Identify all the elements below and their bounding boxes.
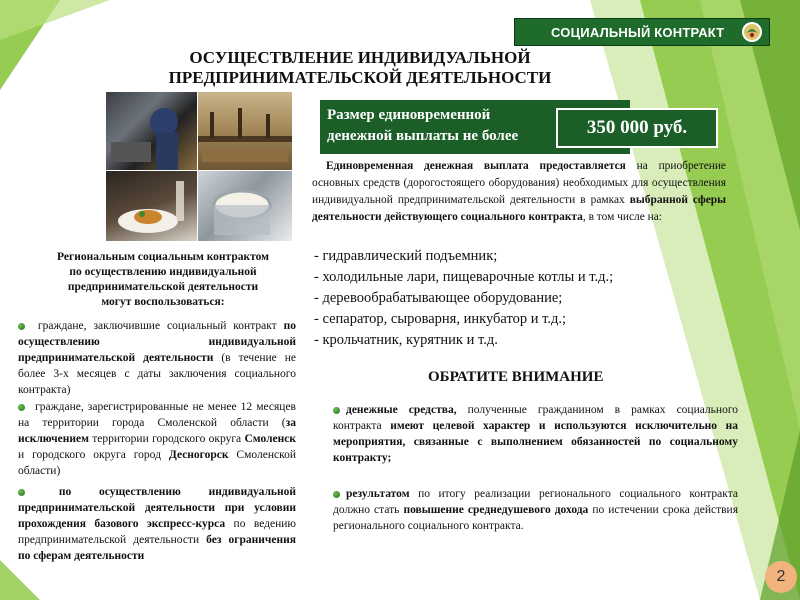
page-number-badge: 2 — [765, 561, 797, 593]
bullet-icon — [18, 323, 25, 330]
payment-size-label: Размер единовременной денежной выплаты не более — [327, 107, 519, 144]
bullet-icon — [333, 491, 340, 498]
list-item: - холодильные лари, пищеварочные котлы и т.д.; — [314, 269, 614, 285]
emblem-icon — [741, 21, 763, 43]
list-item: - деревообрабатывающее оборудование; — [314, 290, 563, 306]
photo-dairy-equipment — [198, 171, 292, 241]
list-item: - сепаратор, сыроварня, инкубатор и т.д.; — [314, 311, 567, 327]
equipment-list — [314, 246, 613, 351]
eligibility-heading: Региональным социальным контрактом по осуществлению индивидуальной предпринимательской деятельности могут воспользоваться: — [57, 251, 269, 308]
header-banner — [514, 18, 770, 46]
photo-workshop — [198, 92, 292, 170]
payment-description: Единовременная денежная выплата предоставляется на приобретение основных средств (дорогостоящего оборудования) необходимых для осуществления индивидуальной предпринимательской деятельности в рамках выбранной сферы деятельности действующего социального контракта, в том числе на: — [312, 160, 726, 223]
eligibility-item-contract: граждане, заключившие социальный контракт по осуществлению индивидуальной предпринимательской деятельности (в течение не более 3-х месяцев с даты заключения социального контракта) — [18, 320, 296, 396]
page-title: ОСУЩЕСТВЛЕНИЕ ИНДИВИДУАЛЬНОЙ ПРЕДПРИНИМАТЕЛЬСКОЙ ДЕЯТЕЛЬНОСТИ — [168, 48, 552, 87]
notice-title: ОБРАТИТЕ ВНИМАНИЕ — [428, 369, 604, 385]
photo-food — [106, 171, 197, 241]
photo-mechanic — [106, 92, 197, 170]
payment-amount: 350 000 руб. — [556, 108, 718, 148]
list-item: - гидравлический подъемник; — [314, 248, 498, 264]
notice-item-funds: денежные средства, полученные гражданином в рамках социального контракта имеют целевой характер и используются исключительно на мероприятия, связанные с выполнением обязанностей по социальному контракту; — [333, 404, 739, 464]
notice-item-result: результатом по итогу реализации регионального социального контракта должно стать повышение среднедушевого дохода по истечении срока действия регионального социального контракта. — [333, 488, 738, 532]
bullet-icon — [18, 489, 25, 496]
header-label: СОЦИАЛЬНЫЙ КОНТРАКТ — [551, 24, 725, 40]
eligibility-item-registered: граждане, зарегистрированные не менее 12 месяцев на территории города Смоленской области (за исключением территории городского округа Смоленск и городского округа город Десногорск Смоленской области) — [18, 401, 296, 477]
bullet-icon — [18, 404, 25, 411]
eligibility-item-course: по осуществлению индивидуальной предпринимательской деятельности при условии прохождения базового экспресс-курса по ведению предпринимательской деятельности без ограничения по сферам деятельности — [18, 486, 297, 562]
bullet-icon — [333, 407, 340, 414]
list-item: - крольчатник, курятник и т.д. — [314, 332, 498, 348]
